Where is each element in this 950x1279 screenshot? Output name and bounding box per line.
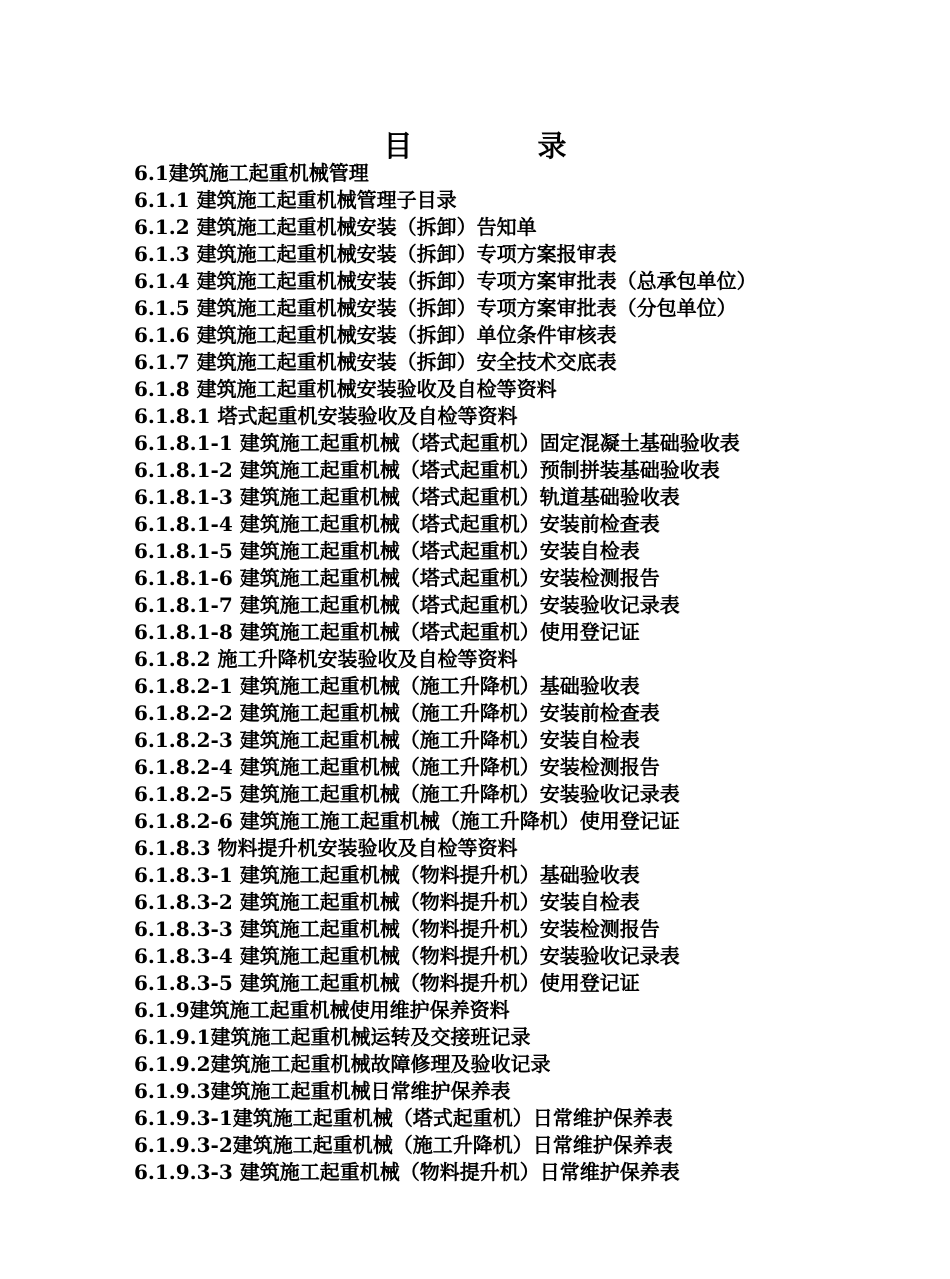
toc-entry: 6.1.4 建筑施工起重机械安装（拆卸）专项方案审批表（总承包单位） — [134, 269, 757, 293]
toc-entry: 6.1.8.2-6 建筑施工施工起重机械（施工升降机）使用登记证 — [134, 809, 680, 833]
toc-entry: 6.1.8.1-1 建筑施工起重机械（塔式起重机）固定混凝土基础验收表 — [134, 431, 740, 455]
toc-entry: 6.1.8.2-1 建筑施工起重机械（施工升降机）基础验收表 — [134, 674, 640, 698]
toc-entry: 6.1.9.3-1建筑施工起重机械（塔式起重机）日常维护保养表 — [134, 1106, 673, 1130]
toc-entry: 6.1.8.3-5 建筑施工起重机械（物料提升机）使用登记证 — [134, 971, 640, 995]
toc-entry: 6.1.8.3-1 建筑施工起重机械（物料提升机）基础验收表 — [134, 863, 640, 887]
toc-entry: 6.1.8.3-2 建筑施工起重机械（物料提升机）安装自检表 — [134, 890, 640, 914]
toc-entry: 6.1.1 建筑施工起重机械管理子目录 — [134, 188, 457, 212]
toc-entry: 6.1建筑施工起重机械管理 — [134, 161, 369, 185]
toc-entry: 6.1.8.2-4 建筑施工起重机械（施工升降机）安装检测报告 — [134, 755, 660, 779]
toc-entry: 6.1.8.1-2 建筑施工起重机械（塔式起重机）预制拼装基础验收表 — [134, 458, 720, 482]
toc-entry: 6.1.8.2 施工升降机安装验收及自检等资料 — [134, 647, 518, 671]
toc-entry: 6.1.8.1-5 建筑施工起重机械（塔式起重机）安装自检表 — [134, 539, 640, 563]
page-title: 目 录 — [383, 129, 615, 163]
toc-entry: 6.1.9.1建筑施工起重机械运转及交接班记录 — [134, 1025, 531, 1049]
toc-entry: 6.1.8.2-5 建筑施工起重机械（施工升降机）安装验收记录表 — [134, 782, 680, 806]
toc-entry: 6.1.8 建筑施工起重机械安装验收及自检等资料 — [134, 377, 557, 401]
toc-entry: 6.1.8.1 塔式起重机安装验收及自检等资料 — [134, 404, 518, 428]
toc-entry: 6.1.2 建筑施工起重机械安装（拆卸）告知单 — [134, 215, 537, 239]
toc-entry: 6.1.8.2-3 建筑施工起重机械（施工升降机）安装自检表 — [134, 728, 640, 752]
toc-entry: 6.1.9.3-2建筑施工起重机械（施工升降机）日常维护保养表 — [134, 1133, 673, 1157]
toc-entry: 6.1.8.2-2 建筑施工起重机械（施工升降机）安装前检查表 — [134, 701, 660, 725]
toc-entry: 6.1.9.3-3 建筑施工起重机械（物料提升机）日常维护保养表 — [134, 1160, 680, 1184]
toc-entry: 6.1.3 建筑施工起重机械安装（拆卸）专项方案报审表 — [134, 242, 617, 266]
toc-entry: 6.1.8.1-3 建筑施工起重机械（塔式起重机）轨道基础验收表 — [134, 485, 680, 509]
toc-entry: 6.1.8.1-6 建筑施工起重机械（塔式起重机）安装检测报告 — [134, 566, 660, 590]
toc-entry: 6.1.8.1-4 建筑施工起重机械（塔式起重机）安装前检查表 — [134, 512, 660, 536]
toc-entry: 6.1.6 建筑施工起重机械安装（拆卸）单位条件审核表 — [134, 323, 617, 347]
toc-entry: 6.1.8.3-3 建筑施工起重机械（物料提升机）安装检测报告 — [134, 917, 660, 941]
toc-entry: 6.1.8.1-7 建筑施工起重机械（塔式起重机）安装验收记录表 — [134, 593, 680, 617]
toc-entry: 6.1.8.3-4 建筑施工起重机械（物料提升机）安装验收记录表 — [134, 944, 680, 968]
toc-entry: 6.1.8.3 物料提升机安装验收及自检等资料 — [134, 836, 518, 860]
toc-entry: 6.1.9.3建筑施工起重机械日常维护保养表 — [134, 1079, 511, 1103]
toc-entry: 6.1.7 建筑施工起重机械安装（拆卸）安全技术交底表 — [134, 350, 617, 374]
toc-entry: 6.1.8.1-8 建筑施工起重机械（塔式起重机）使用登记证 — [134, 620, 640, 644]
toc-entry: 6.1.9建筑施工起重机械使用维护保养资料 — [134, 998, 510, 1022]
toc-entry: 6.1.9.2建筑施工起重机械故障修理及验收记录 — [134, 1052, 551, 1076]
table-of-contents — [134, 160, 934, 1186]
toc-entry: 6.1.5 建筑施工起重机械安装（拆卸）专项方案审批表（分包单位） — [134, 296, 737, 320]
